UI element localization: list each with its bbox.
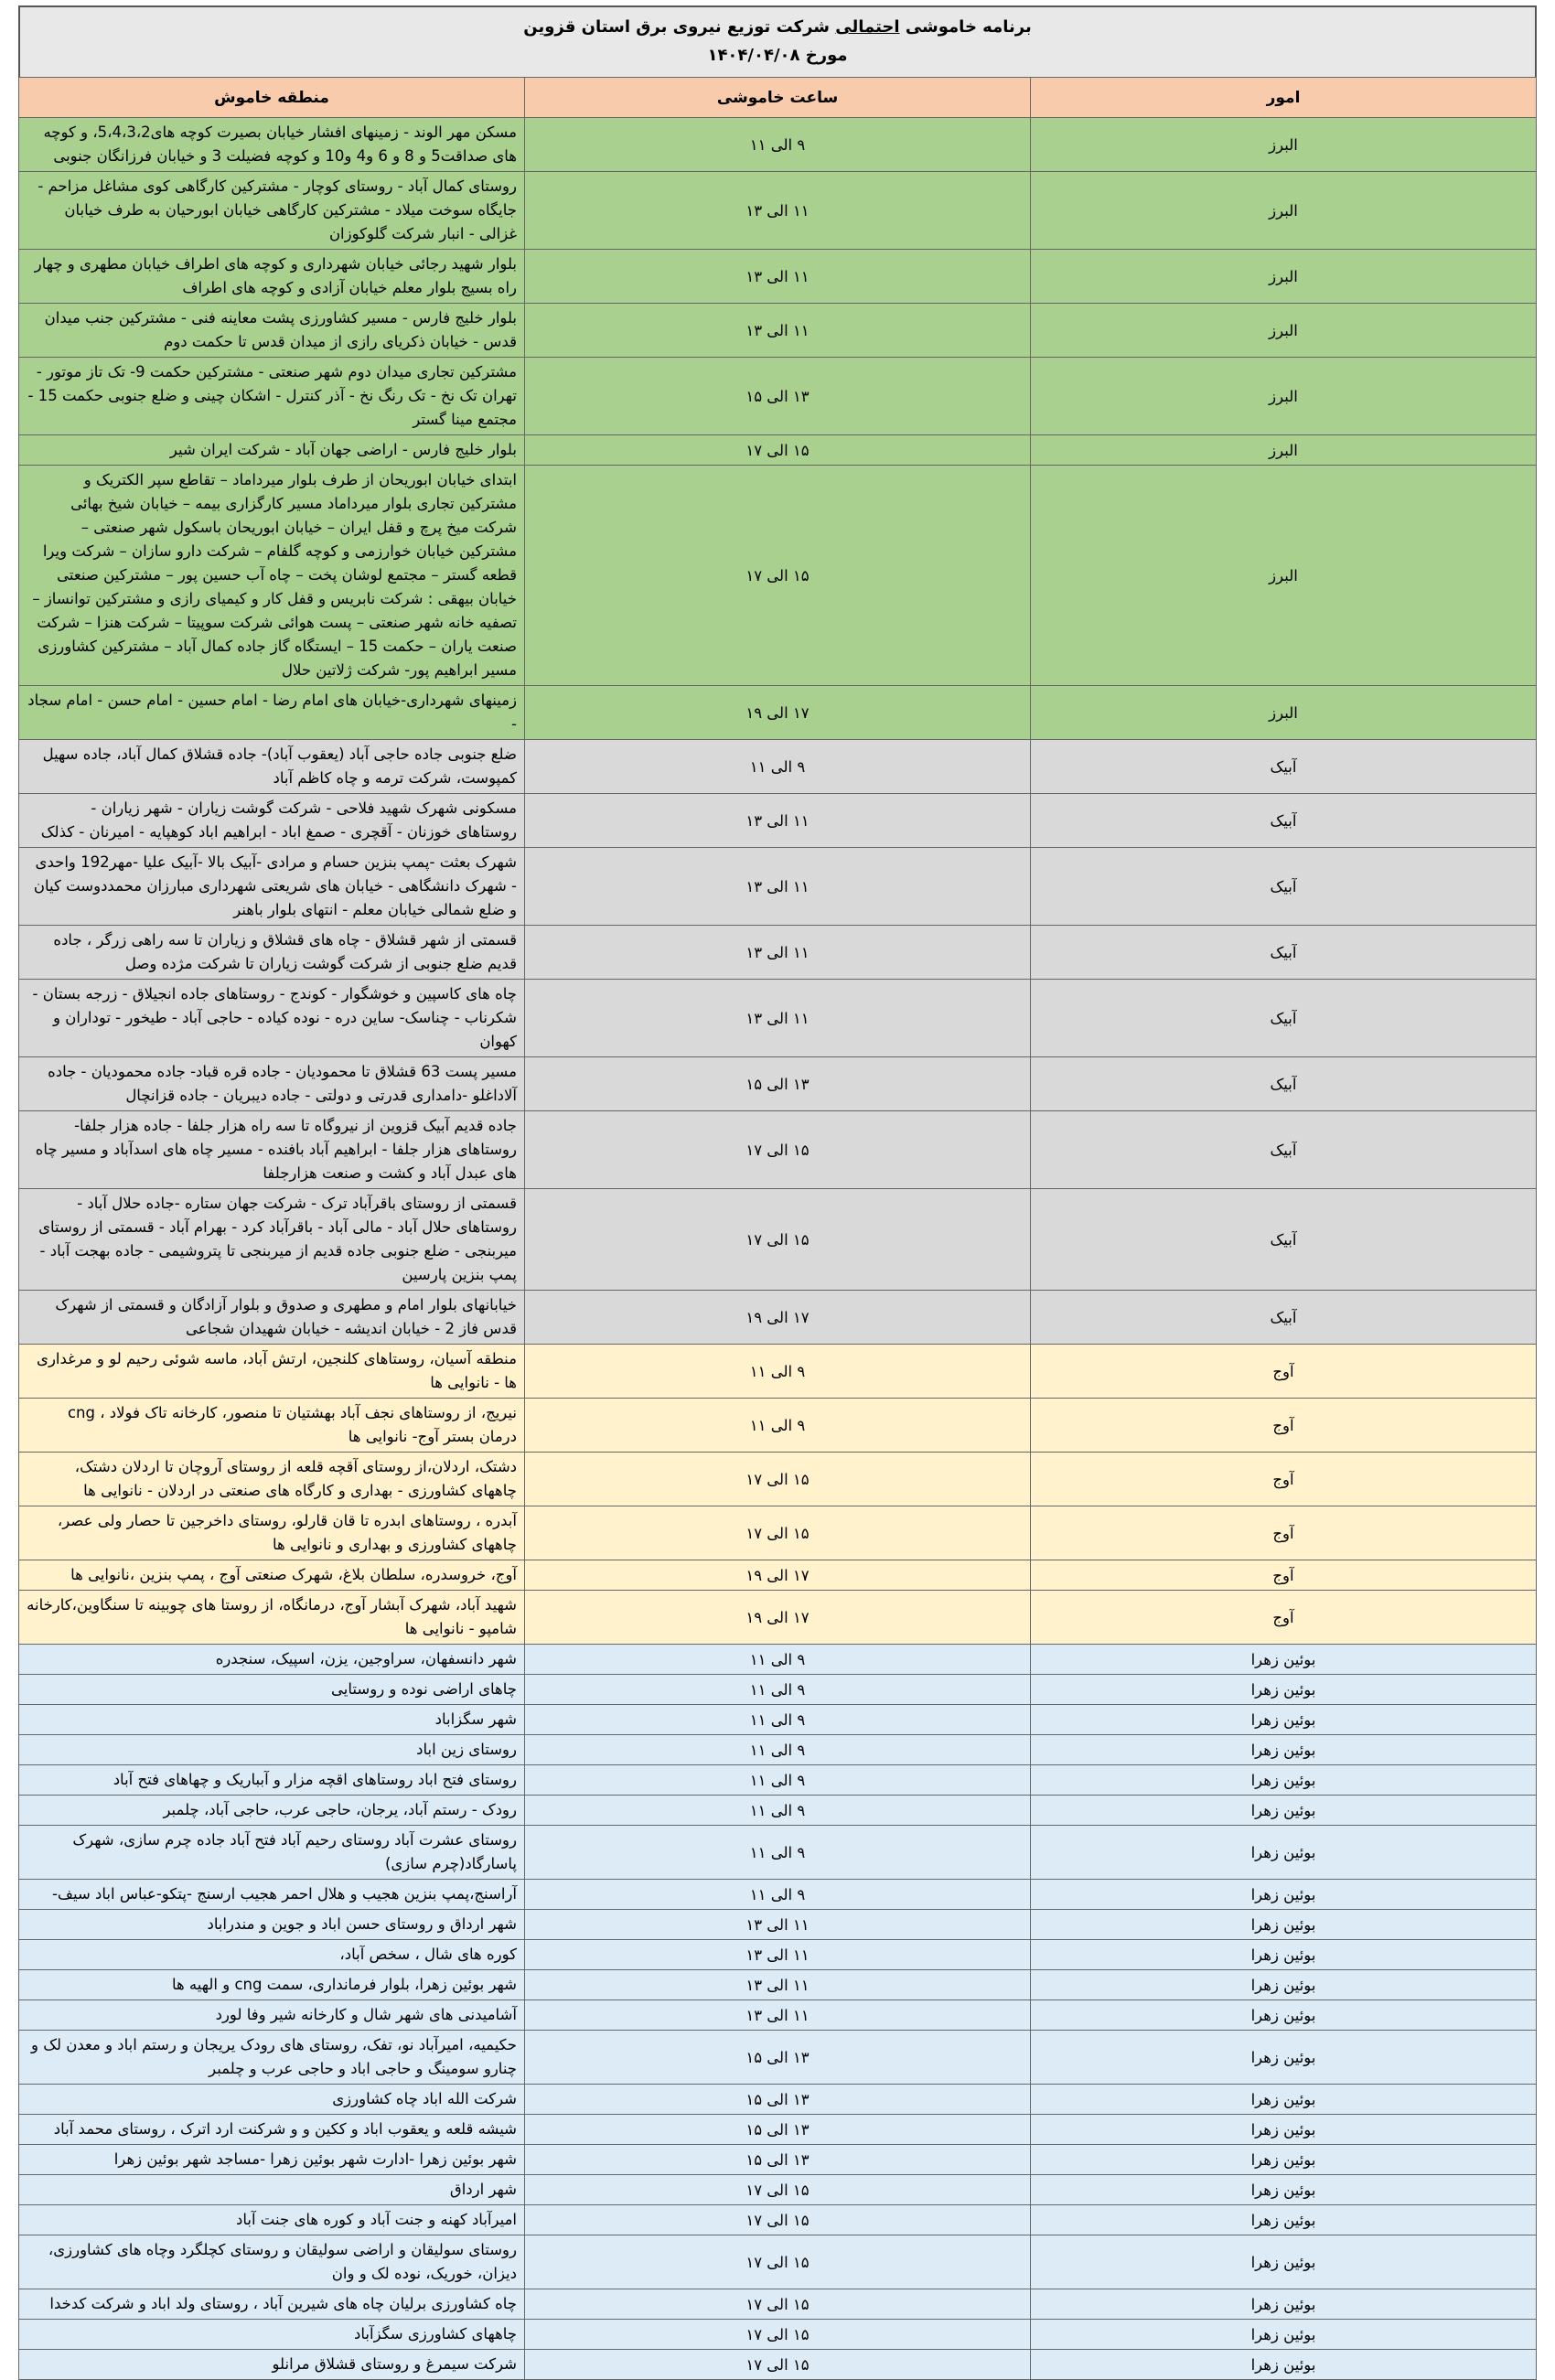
cell-hours: ۹ الی ۱۱ [525,1826,1031,1880]
table-row [19,2145,1537,2175]
title-emphasis: احتمالی [835,17,900,37]
table-row [19,358,1537,435]
cell-hours: ۱۵ الی ۱۷ [525,2289,1031,2320]
cell-omur: البرز [1031,686,1537,740]
table-row [19,435,1537,466]
column-header-area: منطقه خاموش [19,78,525,118]
cell-area: آشامیدنی های شهر شال و کارخانه شیر وفا لورد [19,2000,525,2031]
cell-area: شهید آباد، شهرک آبشار آوج، درمانگاه، از روستا های چوبینه تا سنگاوین،کارخانه شامپو - نانوایی ها [19,1591,525,1645]
cell-omur: آبیک [1031,1189,1537,1291]
cell-omur: آبیک [1031,1291,1537,1345]
table-row [19,1057,1537,1111]
cell-hours: ۱۳ الی ۱۵ [525,1057,1031,1111]
cell-hours: ۱۵ الی ۱۷ [525,2235,1031,2289]
cell-omur: بوئین زهرا [1031,1880,1537,1910]
cell-area: شرکت الله اباد چاه کشاورزی [19,2085,525,2115]
cell-hours: ۱۱ الی ۱۳ [525,172,1031,250]
cell-area: بلوار شهید رجائی خیابان شهرداری و کوچه های اطراف خیابان مطهری و چهار راه بسیج بلوار معلم خیابان آزادی و کوچه های اطراف [19,250,525,304]
table-row [19,1399,1537,1453]
cell-hours: ۱۷ الی ۱۹ [525,1291,1031,1345]
cell-hours: ۱۱ الی ۱۳ [525,794,1031,848]
table-body [19,118,1537,2380]
cell-omur: آوج [1031,1506,1537,1560]
cell-area: امیرآباد کهنه و جنت آباد و کوره های جنت آباد [19,2205,525,2235]
cell-omur: بوئین زهرا [1031,1765,1537,1796]
outage-schedule-sheet [18,5,1537,2380]
cell-hours: ۹ الی ۱۱ [525,1675,1031,1705]
cell-hours: ۱۳ الی ۱۵ [525,2085,1031,2115]
cell-omur: بوئین زهرا [1031,2350,1537,2380]
cell-area: منطقه آسیان، روستاهای کلنجین، ارتش آباد، ماسه شوئی رحیم لو و مرغداری ها - نانوایی ها [19,1345,525,1399]
cell-hours: ۹ الی ۱۱ [525,1345,1031,1399]
cell-omur: بوئین زهرا [1031,1735,1537,1765]
table-row [19,2115,1537,2145]
cell-hours: ۱۵ الی ۱۷ [525,1506,1031,1560]
cell-area: خیابانهای بلوار امام و مطهری و صدوق و بلوار آزادگان و قسمتی از شهرک قدس فاز 2 - خیابان اندیشه - خیابان شهیدان شجاعی [19,1291,525,1345]
cell-hours: ۱۵ الی ۱۷ [525,1453,1031,1506]
cell-omur: بوئین زهرا [1031,2000,1537,2031]
cell-area: زمینهای شهرداری-خیابان های امام رضا - امام حسین - امام حسن - امام سجاد - [19,686,525,740]
cell-omur: آبیک [1031,980,1537,1057]
cell-hours: ۹ الی ۱۱ [525,1735,1031,1765]
table-row [19,2175,1537,2205]
cell-hours: ۱۳ الی ۱۵ [525,2031,1031,2085]
cell-area: ابتدای خیابان ابوریحان از طرف بلوار میرداماد – تقاطع سپر الکتریک و مشترکین تجاری بلوار میرداماد مسیر کارگزاری بیمه – خیابان شیخ بهائی شرکت میخ پرچ و قفل ایران – خیابان ابوریحان باسکول شهر صنعتی – مشترکین خیابان خوارزمی و کوچه گلفام – شرکت دارو سازان – شرکت ویرا قطعه گستر – مجتمع لوشان پخت – چاه آب حسین پور – مشترکین صنعتی خیابان بیهقی : شرکت نابریس و قفل کار و کیمیای رازی و مشترکین توانساز – تصفیه خانه شهر صنعتی – پست هوائی شرکت سوپیتا – شرکت هنزا – شرکت صنعت یاران – حکمت 15 – ایستگاه گاز جاده کمال آباد – مشترکین کشاورزی مسیر ابراهیم پور- شرکت ژلاتین حلال [19,466,525,686]
cell-omur: بوئین زهرا [1031,2175,1537,2205]
cell-hours: ۹ الی ۱۱ [525,1645,1031,1675]
cell-hours: ۱۵ الی ۱۷ [525,435,1031,466]
cell-omur: آبیک [1031,1057,1537,1111]
cell-area: چاه کشاورزی برلیان چاه های شیرین آباد ، روستای ولد اباد و شرکت کدخدا [19,2289,525,2320]
table-row [19,2235,1537,2289]
table-row [19,304,1537,358]
cell-omur: بوئین زهرا [1031,1645,1537,1675]
cell-hours: ۱۵ الی ۱۷ [525,1189,1031,1291]
cell-area: روستای فتح اباد روستاهای اقچه مزار و آبباریک و چهاهای فتح آباد [19,1765,525,1796]
column-header-hours: ساعت خاموشی [525,78,1031,118]
cell-omur: البرز [1031,358,1537,435]
cell-omur: بوئین زهرا [1031,1940,1537,1970]
cell-hours: ۱۷ الی ۱۹ [525,1591,1031,1645]
cell-hours: ۹ الی ۱۱ [525,740,1031,794]
cell-omur: بوئین زهرا [1031,2145,1537,2175]
cell-hours: ۹ الی ۱۱ [525,1399,1031,1453]
table-row [19,1675,1537,1705]
cell-area: بلوار خلیج فارس - مسیر کشاورزی پشت معاینه فنی - مشترکین جنب میدان قدس - خیابان ذکریای رازی از میدان قدس تا حکمت دوم [19,304,525,358]
table-row [19,2320,1537,2350]
cell-hours: ۱۱ الی ۱۳ [525,980,1031,1057]
table-row [19,1880,1537,1910]
title-prefix: برنامه خاموشی [899,17,1032,37]
cell-hours: ۹ الی ۱۱ [525,118,1031,172]
cell-hours: ۱۵ الی ۱۷ [525,2175,1031,2205]
cell-area: شیشه قلعه و یعقوب اباد و ککین و و شرکنت ارد اترک ، روستای محمد آباد [19,2115,525,2145]
cell-hours: ۱۵ الی ۱۷ [525,2205,1031,2235]
cell-area: رودک - رستم آباد، یرجان، حاجی عرب، حاجی آباد، چلمبر [19,1796,525,1826]
cell-area: جاده قدیم آبیک قزوین از نیروگاه تا سه راه هزار جلفا - جاده هزار جلفا- روستاهای هزار جلفا - ابراهیم آباد بافنده - مسیر چاه های اسدآباد و مسیر چاه های عبدل آباد و کشت و صنعت هزارجلفا [19,1111,525,1189]
cell-omur: بوئین زهرا [1031,1826,1537,1880]
table-row [19,466,1537,686]
cell-hours: ۱۱ الی ۱۳ [525,1970,1031,2000]
cell-omur: آوج [1031,1560,1537,1591]
cell-omur: بوئین زهرا [1031,2115,1537,2145]
cell-area: مسکن مهر الوند - زمینهای افشار خیابان بصیرت کوچه های5،4،3،2، و کوچه های صداقت5 و 8 و 6 و4 و10 و کوچه فضیلت 3 و خیابان فرزانگان جنوبی [19,118,525,172]
cell-omur: بوئین زهرا [1031,1970,1537,2000]
sheet-header [18,5,1537,77]
cell-area: شهر بوئین زهرا، بلوار فرمانداری، سمت cng و الهیه ها [19,1970,525,2000]
cell-area: چاه های کاسپین و خوشگوار - کوندج - روستاهای جاده انجیلاق - زرجه بستان - شکرناب - چناسک- ساین دره - نوده کیاده - حاجی آباد - طیخور - توداران و کهوان [19,980,525,1057]
table-row [19,2289,1537,2320]
cell-area: شهر ارداق [19,2175,525,2205]
cell-hours: ۱۳ الی ۱۵ [525,358,1031,435]
cell-hours: ۱۵ الی ۱۷ [525,1111,1031,1189]
table-row [19,1705,1537,1735]
cell-omur: البرز [1031,466,1537,686]
cell-area: حکیمیه، امیرآباد نو، تفک، روستای های رودک یریجان و رستم اباد و معدن لک و چنارو سومینگ و حاجی اباد و حاجی عرب و چلمبر [19,2031,525,2085]
cell-omur: بوئین زهرا [1031,1910,1537,1940]
table-row [19,1910,1537,1940]
table-row [19,1826,1537,1880]
cell-area: شهر ارداق و روستای حسن اباد و جوین و مندراباد [19,1910,525,1940]
cell-area: روستای سولیقان و اراضی سولیقان و روستای کچلگرد وچاه های کشاورزی، دیزان، خوریک، نوده لک و وان [19,2235,525,2289]
cell-omur: بوئین زهرا [1031,2085,1537,2115]
cell-omur: بوئین زهرا [1031,2205,1537,2235]
table-row [19,2000,1537,2031]
table-row [19,250,1537,304]
cell-hours: ۱۵ الی ۱۷ [525,2320,1031,2350]
cell-omur: البرز [1031,304,1537,358]
cell-area: ضلع جنوبی جاده حاجی آباد (یعقوب آباد)- جاده قشلاق کمال آباد، جاده سهیل کمپوست، شرکت ترمه و چاه کاظم آباد [19,740,525,794]
cell-hours: ۱۱ الی ۱۳ [525,1940,1031,1970]
cell-hours: ۱۷ الی ۱۹ [525,1560,1031,1591]
cell-omur: آوج [1031,1453,1537,1506]
table-row [19,848,1537,926]
table-row [19,1645,1537,1675]
table-row [19,1940,1537,1970]
cell-omur: بوئین زهرا [1031,2289,1537,2320]
cell-area: شهر دانسفهان، سراوجین، یزن، اسپیک، سنجدره [19,1645,525,1675]
cell-area: قسمتی از روستای باقرآباد ترک - شرکت جهان ستاره -جاده حلال آباد - روستاهای حلال آباد - مالی آباد - باقرآباد کرد - بهرام آباد - قسمتی از روستای میربنجی - ضلع جنوبی جاده قدیم از میربنجی تا پتروشیمی - جاده بهجت آباد - پمپ بنزین پارسین [19,1189,525,1291]
cell-hours: ۱۳ الی ۱۵ [525,2145,1031,2175]
table-row [19,118,1537,172]
table-row [19,926,1537,980]
cell-area: روستای کمال آباد - روستای کوچار - مشترکین کارگاهی کوی مشاغل مزاحم - جایگاه سوخت میلاد - مشترکین کارگاهی خیابان ابورحیان به طرف خیابان غزالی - انبار شرکت گلوکوزان [19,172,525,250]
cell-hours: ۹ الی ۱۱ [525,1765,1031,1796]
cell-area: دشتک، اردلان،از روستای آقچه قلعه از روستای آروچان تا اردلان دشتک، چاههای کشاورزی - بهداری و کارگاه های صنعتی در اردلان - نانوایی ها [19,1453,525,1506]
cell-omur: البرز [1031,250,1537,304]
cell-hours: ۱۵ الی ۱۷ [525,466,1031,686]
cell-area: مشترکین تجاری میدان دوم شهر صنعتی - مشترکین حکمت 9- تک تاز موتور - تهران تک نخ - تک رنگ نخ - آذر کنترل - اشکان چینی و ضلع جنوبی حکمت 15 - مجتمع مینا گستر [19,358,525,435]
cell-omur: آوج [1031,1591,1537,1645]
table-row [19,2031,1537,2085]
table-row [19,1453,1537,1506]
cell-omur: البرز [1031,172,1537,250]
cell-area: مسکونی شهرک شهید فلاحی - شرکت گوشت زیاران - شهر زیاران - روستاهای خوزنان - آقچری - صمغ اباد - ابراهیم اباد کوهپایه - امیرنان - کذلک [19,794,525,848]
cell-omur: آبیک [1031,926,1537,980]
cell-hours: ۱۱ الی ۱۳ [525,926,1031,980]
table-row [19,2350,1537,2380]
outage-table [18,77,1537,2380]
cell-area: شهر سگزاباد [19,1705,525,1735]
column-header-omur: امور [1031,78,1537,118]
page-title [20,7,1535,42]
cell-omur: آبیک [1031,740,1537,794]
table-row [19,1189,1537,1291]
cell-omur: بوئین زهرا [1031,1796,1537,1826]
title-suffix: شرکت توزیع نیروی برق استان قزوین [523,17,836,37]
cell-omur: بوئین زهرا [1031,1705,1537,1735]
cell-hours: ۹ الی ۱۱ [525,1796,1031,1826]
cell-area: آوج، خروسدره، سلطان بلاغ، شهرک صنعتی آوج ، پمپ بنزین ،نانوایی ها [19,1560,525,1591]
table-row [19,1506,1537,1560]
cell-hours: ۹ الی ۱۱ [525,1880,1031,1910]
cell-hours: ۱۳ الی ۱۵ [525,2115,1031,2145]
cell-omur: آبیک [1031,848,1537,926]
cell-area: مسیر پست 63 قشلاق تا محمودیان - جاده قره قباد- جاده محمودیان - جاده آلاداغلو -دامداری قدرتی و دولتی - جاده دیبریان - جاده قزانچال [19,1057,525,1111]
cell-area: چاههای کشاورزی سگزآباد [19,2320,525,2350]
cell-area: قسمتی از شهر قشلاق - چاه های قشلاق و زیاران تا سه راهی زرگر ، جاده قدیم ضلع جنوبی از شرکت گوشت زیاران تا شرکت مژده وصل [19,926,525,980]
cell-hours: ۱۱ الی ۱۳ [525,1910,1031,1940]
table-row [19,1970,1537,2000]
table-row [19,1765,1537,1796]
cell-hours: ۱۵ الی ۱۷ [525,2350,1031,2380]
table-row [19,2205,1537,2235]
cell-hours: ۱۱ الی ۱۳ [525,250,1031,304]
cell-area: شهر بوئین زهرا -ادارت شهر بوئین زهرا -مساجد شهر بوئین زهرا [19,2145,525,2175]
cell-hours: ۱۱ الی ۱۳ [525,304,1031,358]
cell-omur: آبیک [1031,1111,1537,1189]
cell-area: چاهای اراضی نوده و روستایی [19,1675,525,1705]
schedule-date: مورخ ۱۴۰۴/۰۴/۰۸ [707,46,848,65]
table-row [19,1560,1537,1591]
cell-area: شهرک بعثت -پمپ بنزین حسام و مرادی -آبیک بالا -آبیک علیا -مهر192 واحدی - شهرک دانشگاهی - خیابان های شریعتی شهرداری مبارزان محمددوست کیان و ضلع شمالی خیابان معلم - انتهای بلوار باهنر [19,848,525,926]
table-row [19,1345,1537,1399]
cell-hours: ۱۷ الی ۱۹ [525,686,1031,740]
cell-area: نیریج، از روستاهای نجف آباد بهشتیان تا منصور، کارخانه تاک فولاد ، cng درمان بستر آوج- نانوایی ها [19,1399,525,1453]
cell-area: آراسنج،پمپ بنزین هجیب و هلال احمر هجیب ارسنج -پتکو-عباس اباد سیف- [19,1880,525,1910]
cell-omur: بوئین زهرا [1031,2031,1537,2085]
table-header-row [19,78,1537,118]
cell-omur: البرز [1031,118,1537,172]
cell-omur: بوئین زهرا [1031,2320,1537,2350]
cell-hours: ۱۱ الی ۱۳ [525,848,1031,926]
cell-area: روستای عشرت آباد روستای رحیم آباد فتح آباد جاده چرم سازی، شهرک پاسارگاد(چرم سازی) [19,1826,525,1880]
table-row [19,172,1537,250]
table-row [19,1591,1537,1645]
table-row [19,1735,1537,1765]
table-row [19,980,1537,1057]
cell-area: کوره های شال ، سخص آباد، [19,1940,525,1970]
cell-omur: آوج [1031,1399,1537,1453]
cell-area: آبدره ، روستاهای ابدره تا قان قارلو، روستای داخرجین تا حصار ولی عصر، چاههای کشاورزی و بهداری و نانوایی ها [19,1506,525,1560]
cell-omur: بوئین زهرا [1031,1675,1537,1705]
cell-omur: آوج [1031,1345,1537,1399]
cell-omur: البرز [1031,435,1537,466]
cell-area: روستای زین اباد [19,1735,525,1765]
cell-area: بلوار خلیج فارس - اراضی جهان آباد - شرکت ایران شیر [19,435,525,466]
cell-hours: ۹ الی ۱۱ [525,1705,1031,1735]
table-row [19,740,1537,794]
table-row [19,2085,1537,2115]
table-row [19,1291,1537,1345]
cell-omur: آبیک [1031,794,1537,848]
table-row [19,686,1537,740]
cell-hours: ۱۱ الی ۱۳ [525,2000,1031,2031]
table-row [19,1796,1537,1826]
table-row [19,794,1537,848]
cell-omur: بوئین زهرا [1031,2235,1537,2289]
table-row [19,1111,1537,1189]
cell-area: شرکت سیمرغ و روستای قشلاق مرانلو [19,2350,525,2380]
